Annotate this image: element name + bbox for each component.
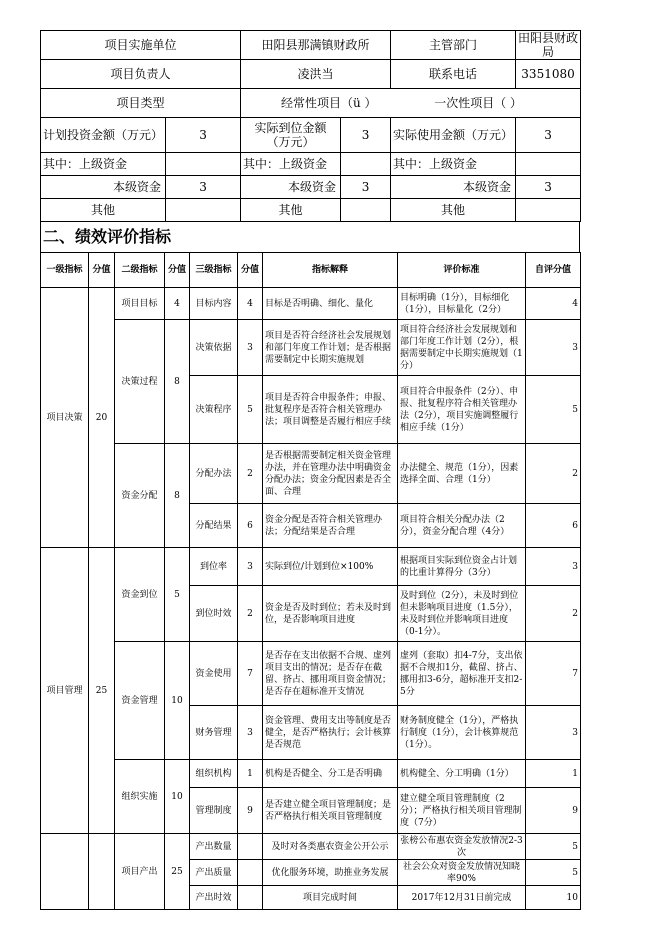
self-score: 7	[526, 642, 581, 706]
evaluation-standard: 财务制度健全（1分），严格执行制度（1分），会计核算规范（1分）。	[398, 706, 526, 760]
upper-label-2: 其中：上级资金	[241, 153, 341, 176]
upper-value-3	[516, 153, 581, 176]
l2-name: 资金分配	[115, 444, 165, 548]
l3-score: 5	[238, 376, 263, 444]
col-standard: 评价标准	[398, 253, 526, 288]
evaluation-standard: 根据项目实际到位资金占计划的比重计算得分（3分）	[398, 548, 526, 586]
type-recurrent: 经常性项目（ü ）	[281, 96, 377, 110]
l2-name: 组织实施	[115, 760, 165, 834]
col-l1: 一级指标	[41, 253, 89, 288]
col-self-score: 自评分值	[526, 253, 581, 288]
leader-label: 项目负责人	[41, 60, 241, 89]
l1-score	[89, 834, 115, 910]
used-value: 3	[516, 118, 581, 153]
section-title: 二、绩效评价指标	[40, 222, 580, 252]
l1-score: 20	[89, 288, 115, 548]
l3-name: 财务管理	[190, 706, 238, 760]
indicator-explain: 项目是否符合申报条件；申报、批复程序是否符合相关管理办法；项目调整是否履行相应手续	[263, 376, 398, 444]
indicator-explain: 项目是否符合经济社会发展规划和部门年度工作计划；是否根据需要制定中长期实施规划	[263, 320, 398, 376]
l2-score: 10	[165, 642, 190, 760]
local-label-3: 本级资金	[391, 176, 516, 199]
indicator-explain: 是否根据需要制定相关资金管理办法，并在管理办法中明确资金分配办法；资金分配因素是否全面、合理	[263, 444, 398, 504]
other-value-1	[166, 199, 241, 222]
l3-score: 3	[238, 320, 263, 376]
performance-table	[40, 252, 581, 910]
l3-score: 6	[238, 504, 263, 548]
l2-score: 10	[165, 760, 190, 834]
other-value-2	[341, 199, 391, 222]
l3-name: 到位时效	[190, 586, 238, 642]
evaluation-standard: 办法健全、规范（1分），因素选择全面、合理（1分）	[398, 444, 526, 504]
indicator-explain: 机构是否健全、分工是否明确	[263, 760, 398, 788]
l1-score: 25	[89, 548, 115, 834]
l3-score	[238, 860, 263, 886]
evaluation-standard: 张榜公布惠农资金发放情况2-3次	[398, 834, 526, 860]
evaluation-standard: 建立健全项目管理制度（2分）；严格执行相关项目管理制度（7分）	[398, 788, 526, 834]
l3-name: 分配结果	[190, 504, 238, 548]
l2-score: 5	[165, 548, 190, 642]
evaluation-standard: 项目符合申报条件（2分）、申报、批复程序符合相关管理办法（2分），项目实施调整履行相应手续（1分）	[398, 376, 526, 444]
self-score: 2	[526, 586, 581, 642]
l3-score: 2	[238, 444, 263, 504]
l3-name: 决策程序	[190, 376, 238, 444]
other-label-3: 其他	[391, 199, 516, 222]
local-value-3: 3	[516, 176, 581, 199]
l3-score: 1	[238, 760, 263, 788]
l3-score: 3	[238, 548, 263, 586]
indicator-explain: 资金是否及时到位；若未及时到位，是否影响项目进度	[263, 586, 398, 642]
l3-score	[238, 886, 263, 910]
self-score: 1	[526, 760, 581, 788]
upper-label-3: 其中：上级资金	[391, 153, 516, 176]
indicator-explain: 资金管理、费用支出等制度是否健全，是否严格执行；会计核算是否规范	[263, 706, 398, 760]
l3-name: 管理制度	[190, 788, 238, 834]
l3-name: 决策依据	[190, 320, 238, 376]
leader-value: 凌洪当	[241, 60, 391, 89]
self-score: 10	[526, 886, 581, 910]
unit-value: 田阳县那满镇财政所	[241, 31, 391, 60]
l3-score: 4	[238, 288, 263, 320]
l2-score: 4	[165, 288, 190, 320]
indicator-explain: 目标是否明确、细化、量化	[263, 288, 398, 320]
phone-label: 联系电话	[391, 60, 516, 89]
evaluation-standard: 项目符合相关分配办法（2分），资金分配合理（4分）	[398, 504, 526, 548]
evaluation-form	[40, 30, 580, 910]
self-score: 3	[526, 706, 581, 760]
evaluation-standard: 2017年12月31日前完成	[398, 886, 526, 910]
col-l3-score: 分值	[238, 253, 263, 288]
l3-name: 组织机构	[190, 760, 238, 788]
indicator-explain: 及时对各类惠农资金公开公示	[263, 834, 398, 860]
l3-score: 2	[238, 586, 263, 642]
l3-score: 3	[238, 706, 263, 760]
local-value-1: 3	[166, 176, 241, 199]
phone-value: 3351080	[516, 60, 581, 89]
self-score: 6	[526, 504, 581, 548]
evaluation-standard: 目标明确（1分），目标细化（1分），目标量化（2分）	[398, 288, 526, 320]
l3-name: 到位率	[190, 548, 238, 586]
self-score: 5	[526, 860, 581, 886]
col-l3: 三级指标	[190, 253, 238, 288]
l2-name: 资金管理	[115, 642, 165, 760]
self-score: 3	[526, 320, 581, 376]
indicator-explain: 项目完成时间	[263, 886, 398, 910]
l2-name: 项目产出	[115, 834, 165, 910]
plan-value: 3	[166, 118, 241, 153]
l1-name	[41, 834, 89, 910]
other-label-2: 其他	[241, 199, 341, 222]
col-l1-score: 分值	[89, 253, 115, 288]
l3-score	[238, 834, 263, 860]
evaluation-standard: 及时到位（2分），未及时到位但未影响项目进度（1.5分），未及时到位并影响项目进度（0-1分）。	[398, 586, 526, 642]
l3-score: 9	[238, 788, 263, 834]
unit-label: 项目实施单位	[41, 31, 241, 60]
l2-score: 8	[165, 320, 190, 444]
col-l2: 二级指标	[115, 253, 165, 288]
self-score: 2	[526, 444, 581, 504]
l3-name: 资金使用	[190, 642, 238, 706]
plan-label: 计划投资金额（万元）	[41, 118, 166, 153]
l3-name: 分配办法	[190, 444, 238, 504]
evaluation-standard: 机构健全、分工明确（1分）	[398, 760, 526, 788]
actual-value: 3	[341, 118, 391, 153]
l1-name: 项目管理	[41, 548, 89, 834]
l2-name: 资金到位	[115, 548, 165, 642]
local-label-1: 本级资金	[41, 176, 166, 199]
self-score: 4	[526, 288, 581, 320]
actual-label: 实际到位金额（万元）	[241, 118, 341, 153]
type-label: 项目类型	[41, 89, 241, 118]
l2-name: 项目目标	[115, 288, 165, 320]
project-info-table	[40, 30, 581, 222]
self-score: 5	[526, 834, 581, 860]
col-explain: 指标解释	[263, 253, 398, 288]
local-value-2: 3	[341, 176, 391, 199]
upper-value-1	[166, 153, 241, 176]
indicator-explain: 资金分配是否符合相关管理办法；分配结果是否合理	[263, 504, 398, 548]
indicator-explain: 优化服务环境，助推业务发展	[263, 860, 398, 886]
type-options	[241, 89, 581, 118]
indicator-explain: 是否存在支出依据不合规、虚列项目支出的情况；是否存在截留、挤占、挪用项目资金情况；是否存在超标准开支情况	[263, 642, 398, 706]
l1-name: 项目决策	[41, 288, 89, 548]
l3-name: 目标内容	[190, 288, 238, 320]
local-label-2: 本级资金	[241, 176, 341, 199]
indicator-explain: 实际到位/计划到位×100%	[263, 548, 398, 586]
l3-name: 产出数量	[190, 834, 238, 860]
l2-score: 8	[165, 444, 190, 548]
l3-score: 7	[238, 642, 263, 706]
evaluation-standard: 项目符合经济社会发展规划和部门年度工作计划（2分），根据需要制定中长期实施规划（1分）	[398, 320, 526, 376]
self-score: 3	[526, 548, 581, 586]
l2-name: 决策过程	[115, 320, 165, 444]
col-l2-score: 分值	[165, 253, 190, 288]
upper-value-2	[341, 153, 391, 176]
l3-name: 产出时效	[190, 886, 238, 910]
dept-label: 主管部门	[391, 31, 516, 60]
l3-name: 产出质量	[190, 860, 238, 886]
type-onetime: 一次性项目（ ）	[434, 96, 523, 110]
self-score: 5	[526, 376, 581, 444]
evaluation-standard: 虚列（套取）扣4-7分，支出依据不合规扣1分，截留、挤占、挪用扣3-6分，超标准开支扣2-5分	[398, 642, 526, 706]
other-label-1: 其他	[41, 199, 166, 222]
indicator-explain: 是否建立健全项目管理制度；是否严格执行相关项目管理制度	[263, 788, 398, 834]
used-label: 实际使用金额（万元）	[391, 118, 516, 153]
l2-score: 25	[165, 834, 190, 910]
self-score: 9	[526, 788, 581, 834]
other-value-3	[516, 199, 581, 222]
evaluation-standard: 社会公众对资金发放情况知晓率90%	[398, 860, 526, 886]
dept-value: 田阳县财政局	[516, 31, 581, 60]
upper-label-1: 其中：上级资金	[41, 153, 166, 176]
